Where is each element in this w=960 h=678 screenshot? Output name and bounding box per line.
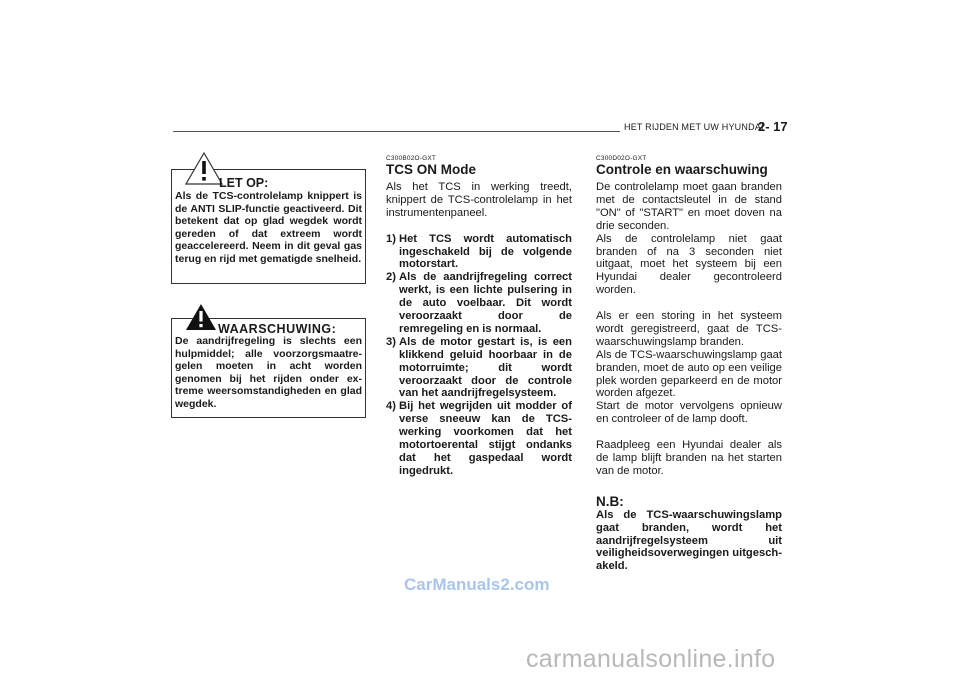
paragraph: Raadpleeg een Hyundai dealer als de lamp blijft branden na het starten van de motor. bbox=[596, 439, 782, 477]
paragraph: Start de motor vervolgens opnieuw en controleer of de lamp dooft. bbox=[596, 400, 782, 426]
control-warning-section bbox=[596, 153, 782, 573]
caution-text: Als de TCS-controlelamp knippert is de ANTI SLIP-functie geactiveerd. Dit betekent dat op glad wegdek wordt gereden of dat extreem wordt geaccelereerd. Neem in dit geval gas terug en rijd met gematigde snelheid. bbox=[175, 190, 362, 265]
paragraph: Als de controlelamp niet gaat branden of na 3 seconden niet uitgaat, moet het systeem bij een Hyundai dealer gecontroleerd worden. bbox=[596, 232, 782, 297]
note-heading: N.B: bbox=[596, 493, 624, 509]
section-code: C300D02O-GXT bbox=[596, 155, 647, 162]
watermark-text: carmanualsonline.info bbox=[526, 645, 776, 673]
caution-heading: LET OP: bbox=[219, 176, 269, 190]
warning-text: De aandrijfregeling is slechts een hulpmiddel; alle voorzorgsmaatre-gelen moeten in acht worden genomen bij het rijden onder ex-treme weersomstandigheden en glad wegdek. bbox=[175, 335, 362, 410]
list-item: 2) Als de aandrijfregeling correct werkt, is een lichte pulsering in de auto voelbaar. Dit wordt veroorzaakt door de remregeling en is normaal. bbox=[386, 271, 572, 335]
header-rule bbox=[173, 131, 620, 132]
running-header: HET RIJDEN MET UW HYUNDAI bbox=[624, 122, 764, 132]
page-number: 2- 17 bbox=[758, 119, 788, 134]
watermark-link[interactable]: CarManuals2.com bbox=[404, 575, 550, 594]
note-text: Als de TCS-waarschuwingslamp gaat branden, wordt het aandrijfregelsysteem uit veiligheidsoverwegingen uitgesch-akeld. bbox=[596, 508, 782, 573]
paragraph: De controlelamp moet gaan branden met de contactsleutel in de stand "ON" of "START" en moet doven na drie seconden. bbox=[596, 181, 782, 232]
tcs-on-section bbox=[386, 153, 572, 478]
warning-box bbox=[171, 318, 366, 418]
warning-triangle-icon bbox=[185, 303, 217, 331]
section-code: C300B02O-GXT bbox=[386, 155, 437, 162]
list-item: 4) Bij het wegrijden uit modder of verse sneeuw kan de TCS-werking voorkomen dat het motortoerental stijgt ondanks dat het gaspedaal wordt ingedrukt. bbox=[386, 400, 572, 477]
tcs-notes-list bbox=[386, 233, 572, 478]
list-item: 1) Het TCS wordt automatisch ingeschakeld bij de volgende motorstart. bbox=[386, 232, 572, 271]
warning-heading: WAARSCHUWING: bbox=[218, 322, 337, 336]
list-item: 3) Als de motor gestart is, is een klikkend geluid hoorbaar in de motorruimte; dit wordt veroorzaakt door de controle van het aandrijfregelsysteem. bbox=[386, 335, 572, 400]
caution-box bbox=[171, 169, 366, 284]
section-title: TCS ON Mode bbox=[386, 162, 476, 177]
section-intro: Als het TCS in werking treedt, knippert de TCS-controlelamp in het instrumentenpaneel. bbox=[386, 181, 572, 219]
section-title: Controle en waarschuwing bbox=[596, 162, 768, 177]
paragraph: Als de TCS-waarschuwingslamp gaat branden, moet de auto op een veilige plek worden geparkeerd en de motor worden afgezet. bbox=[596, 348, 782, 400]
paragraph: Als er een storing in het systeem wordt geregistreerd, gaat de TCS-waarschuwingslamp branden. bbox=[596, 310, 782, 348]
warning-triangle-icon bbox=[185, 152, 223, 185]
